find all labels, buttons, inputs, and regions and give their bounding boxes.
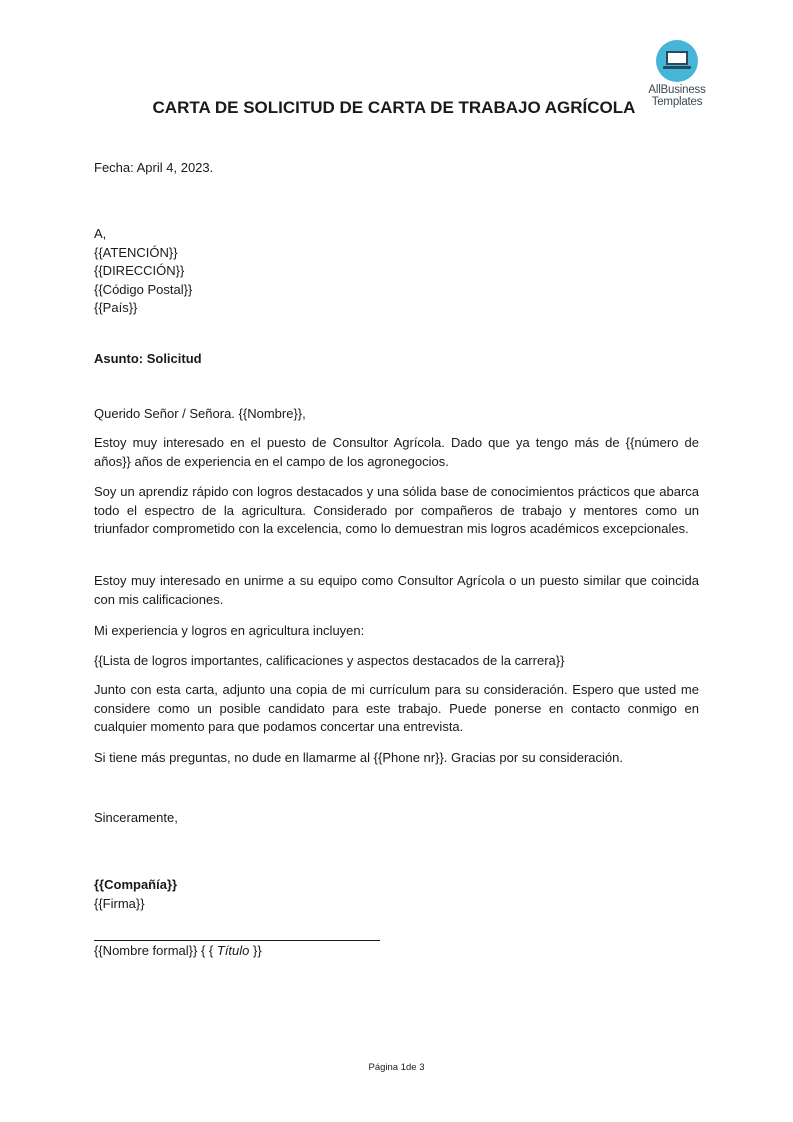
document-title: CARTA DE SOLICITUD DE CARTA DE TRABAJO AGRÍCOLA [152,98,636,117]
paragraph: Mi experiencia y logros en agricultura incluyen: [94,623,365,638]
logo-line-1: AllBusiness [648,84,706,96]
subject-line: Asunto: Solicitud [94,351,202,366]
greeting: Querido Señor / Señora. {{Nombre}}, [94,406,306,421]
recipient-block [94,225,699,318]
formal-name: {{Nombre formal}} { { [94,943,214,958]
company-name: {{Compañía}} [94,877,178,892]
laptop-icon [656,40,698,82]
logo-line-2: Templates [651,96,703,108]
formal-name-suffix: }} [253,943,262,958]
recipient-line: {{País}} [94,300,138,315]
signature-line [94,940,380,941]
closing: Sinceramente, [94,810,178,825]
paragraph: Si tiene más preguntas, no dude en llamarme al {{Phone nr}}. Gracias por su consideración. [94,750,623,765]
recipient-line: A, [94,226,107,241]
paragraph: {{Lista de logros importantes, calificaciones y aspectos destacados de la carrera}} [94,653,565,668]
date-line: Fecha: April 4, 2023. [94,160,214,175]
paragraph: Estoy muy interesado en unirme a su equipo como Consultor Agrícola o un puesto similar que coincida con mis calificaciones. [94,573,699,607]
formal-name-line [94,942,699,961]
recipient-line: {{Código Postal}} [94,281,193,297]
recipient-line: {{DIRECCIÓN}} [94,263,185,278]
signature-placeholder: {{Firma}} [94,896,145,911]
paragraph: Soy un aprendiz rápido con logros destacados y una sólida base de conocimientos prácticos que abarca todo el espectro de la agricultura. Considerado por compañeros de trabajo y mentores como un triunfador comprometido con la excelencia, como lo demuestran mis logros académicos excepcionales. [94,484,699,536]
paragraph: Junto con esta carta, adjunto una copia de mi currículum para su consideración. Espero que usted me considere como un posible candidato para este trabajo. Puede ponerse en contacto conmigo en cualquier momento para que podamos concertar una entrevista. [94,682,699,734]
formal-title: Título [216,943,250,958]
page-number: Página 1de 3 [368,1062,425,1073]
paragraph: Estoy muy interesado en el puesto de Consultor Agrícola. Dado que ya tengo más de {{número de años}} años de experiencia en el campo de los agronegocios. [94,435,699,469]
recipient-line: {{ATENCIÓN}} [94,244,178,260]
